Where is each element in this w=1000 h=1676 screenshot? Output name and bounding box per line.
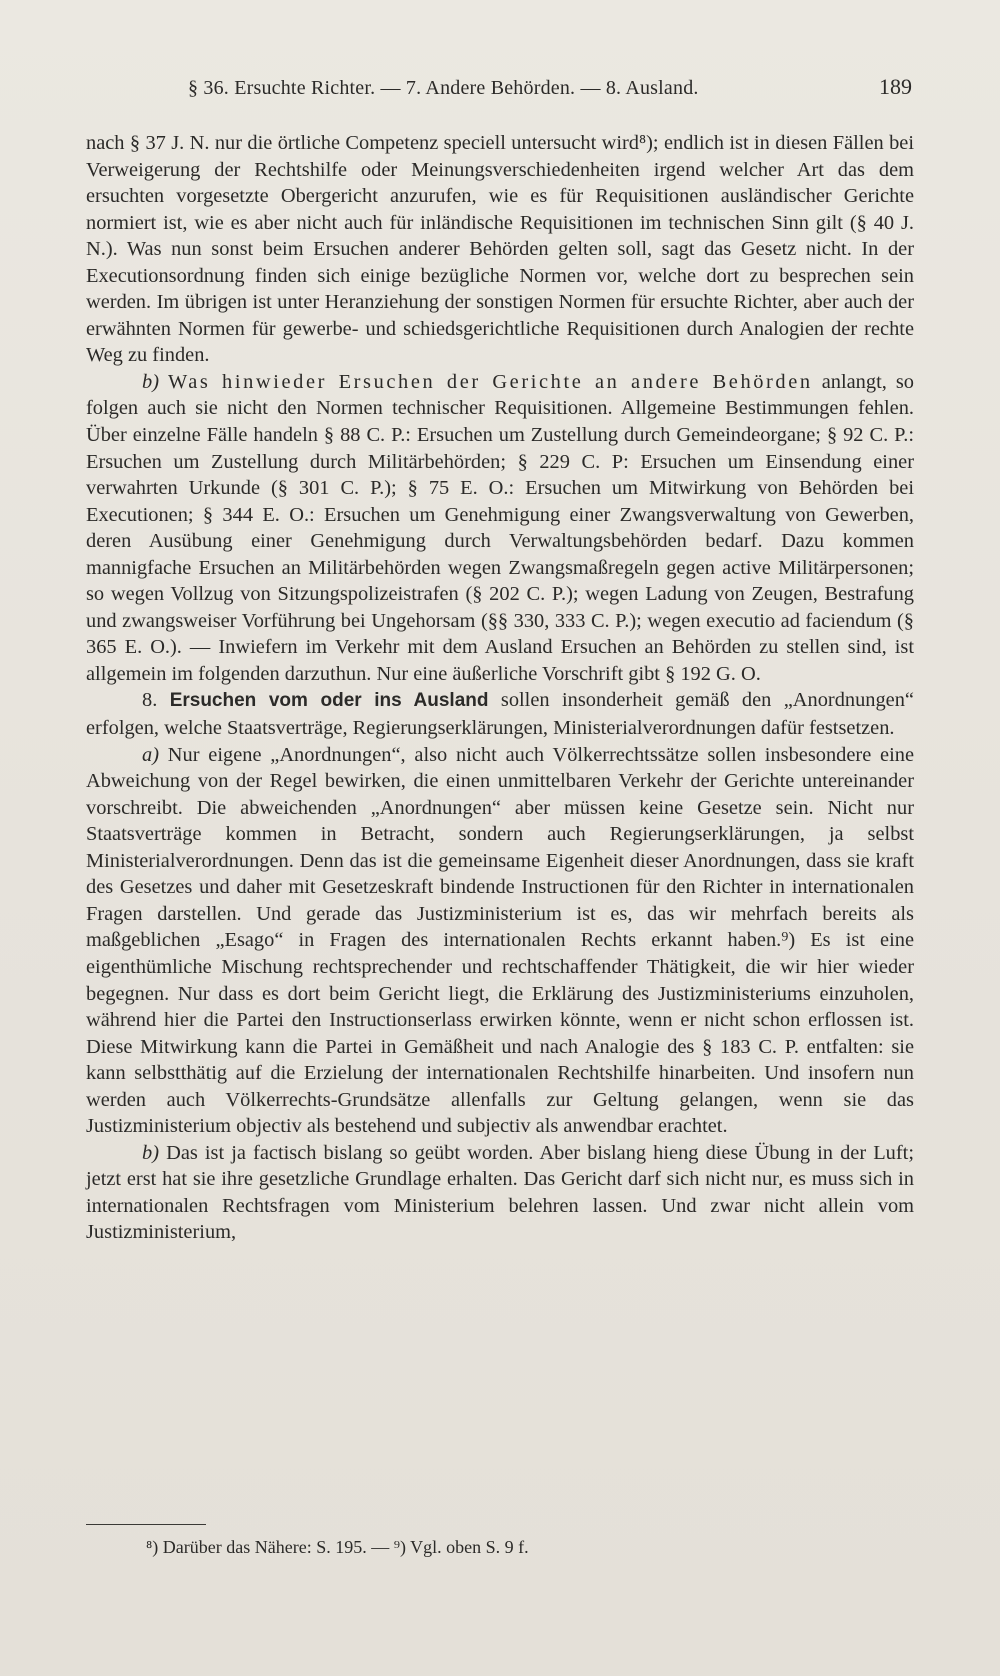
paragraph-text: Nur eigene „Anordnungen“, also nicht auch Völkerrechtssätze sollen insbesondere eine Abweichung von der Regel bewirken, die einen unmittelbaren Verkehr der Gerichte untereinander vorschreibt. Die abweichenden „Anordnungen“ aber müssen keine Gesetze sein. Nicht nur Staatsverträge kommen in Betracht, sondern auch Regierungserklärungen, ja selbst Ministerialverordnungen. Denn das ist die gemeinsame Eigenheit dieser Anordnungen, dass sie kraft des Gesetzes und daher mit Gesetzeskraft bindende Instructionen für den Richter in internationalen Fragen darstellen. Und gerade das Justizministerium ist es, das wir mehrfach bereits als maßgeblichen „Esago“ in Fragen des internationalen Rechts erkannt haben.⁹) Es ist eine eigenthümliche Mischung rechtsprechender und rechtschaffender Thätigkeit, die wir hier wieder begegnen. Nur dass es dort beim Gericht liegt, die Erklärung des Justizministeriums einzuholen, während hier die Partei den Instructionserlass erwirken könnte, wenn er nicht schon erflossen ist. Diese Mitwirkung kann die Partei in Gemäßheit und nach Analogie des § 183 C. P. entfalten: sie kann selbstthätig auf die Erzielung der internationalen Rechtshilfe hinarbeiten. Und insofern nun werden auch Völkerrechts-Grundsätze allenfalls zur Geltung gelangen, wenn sie das Justizministerium objectiv als bestehend und subjectiv als anwendbar erachtet. (86, 743, 915, 1138)
section-8-paragraph (86, 687, 914, 741)
paragraph-label: b) (142, 370, 159, 393)
paragraph-1: nach § 37 J. N. nur die örtliche Competenz speciell untersucht wird⁸); endlich ist in diesen Fällen bei Verweigerung der Rechtshilfe oder Meinungsverschiedenheiten irgend welcher Art das dem ersuchten vorgesetzte Obergericht anzurufen, wie es für Requisitionen ausländischer Gerichte normiert ist, wie es aber nicht auch für inländische Requisitionen im technischen Sinn gilt (§ 40 J. N.). Was nun sonst beim Ersuchen anderer Behörden gelten soll, sagt das Gesetz nicht. In der Executionsordnung finden sich einige bezügliche Normen vor, welche dort zu besprechen sein werden. Im übrigen ist unter Heranziehung der sonstigen Normen für ersuchte Richter, aber auch der erwähnten Normen für gewerbe- und schiedsgerichtliche Requisitionen durch Analogien der rechte Weg zu finden. (86, 132, 914, 367)
spaced-emphasis: Was hinwieder Ersuchen der Gerichte an andere Behörden (168, 370, 813, 393)
paragraph-text: sollen insonderheit gemäß den „Anordnungen“ erfolgen, welche Staatsverträge, Regierungserklärungen, Ministerialverordnungen dafür festsetzen. (86, 689, 914, 740)
running-title: § 36. Ersuchte Richter. — 7. Andere Behörden. — 8. Ausland. (188, 77, 699, 99)
body-text (86, 130, 914, 1246)
section-heading: Ersuchen vom oder ins Ausland (169, 690, 489, 712)
paragraph-a-anordnungen (86, 742, 914, 1140)
footnote-rule (86, 1524, 206, 1525)
paragraph-label: b) (142, 1141, 159, 1164)
paragraph-b-authorities (86, 369, 914, 688)
paragraph-label: a) (142, 743, 159, 766)
paragraph-text: anlangt, so folgen auch sie nicht den Normen technischer Requisitionen. Allgemeine Bestimmungen fehlen. Über einzelne Fälle handeln § 88 C. P.: Ersuchen um Zustellung durch Gemeindeorgane; § 92 C. P.: Ersuchen um Zustellung durch Militärbehörden; § 229 C. P: Ersuchen um Einsendung einer verwahrten Urkunde (§ 301 C. P.); § 75 E. O.: Ersuchen um Mitwirkung von Behörden bei Executionen; § 344 E. O.: Ersuchen um Genehmigung einer Zwangsverwaltung von Gewerben, deren Ausübung einer Genehmigung durch Verwaltungsbehörden bedarf. Dazu kommen mannigfache Ersuchen an Militärbehörden wegen Zwangsmaßregeln gegen active Militärpersonen; so wegen Vollzug von Sitzungspolizeistrafen (§ 202 C. P.); wegen Ladung von Zeugen, Bestrafung und zwangsweiser Vorführung bei Ungehorsam (§§ 330, 333 C. P.); wegen executio ad faciendum (§ 365 E. O.). — Inwiefern im Verkehr mit dem Ausland Ersuchen an Behörden zu stellen sind, ist allgemein im folgenden darzuthun. Nur eine äußerliche Vorschrift gibt § 192 G. O. (86, 370, 914, 685)
page-number: 189 (879, 74, 912, 99)
section-number: 8. (142, 689, 158, 712)
page-header (88, 74, 912, 100)
paragraph-b-practice (86, 1140, 914, 1246)
footnote: ⁸) Darüber das Nähere: S. 195. — ⁹) Vgl. oben S. 9 f. (146, 1537, 529, 1557)
paragraph-text: Das ist ja factisch bislang so geübt worden. Aber bislang hieng diese Übung in der Luft; jetzt erst hat sie ihre gesetzliche Grundlage erhalten. Das Gericht darf sich nicht nur, es muss sich in internationalen Rechtsfragen vom Ministerium belehren lassen. Und zwar nicht allein vom Justizministerium, (86, 1141, 914, 1244)
